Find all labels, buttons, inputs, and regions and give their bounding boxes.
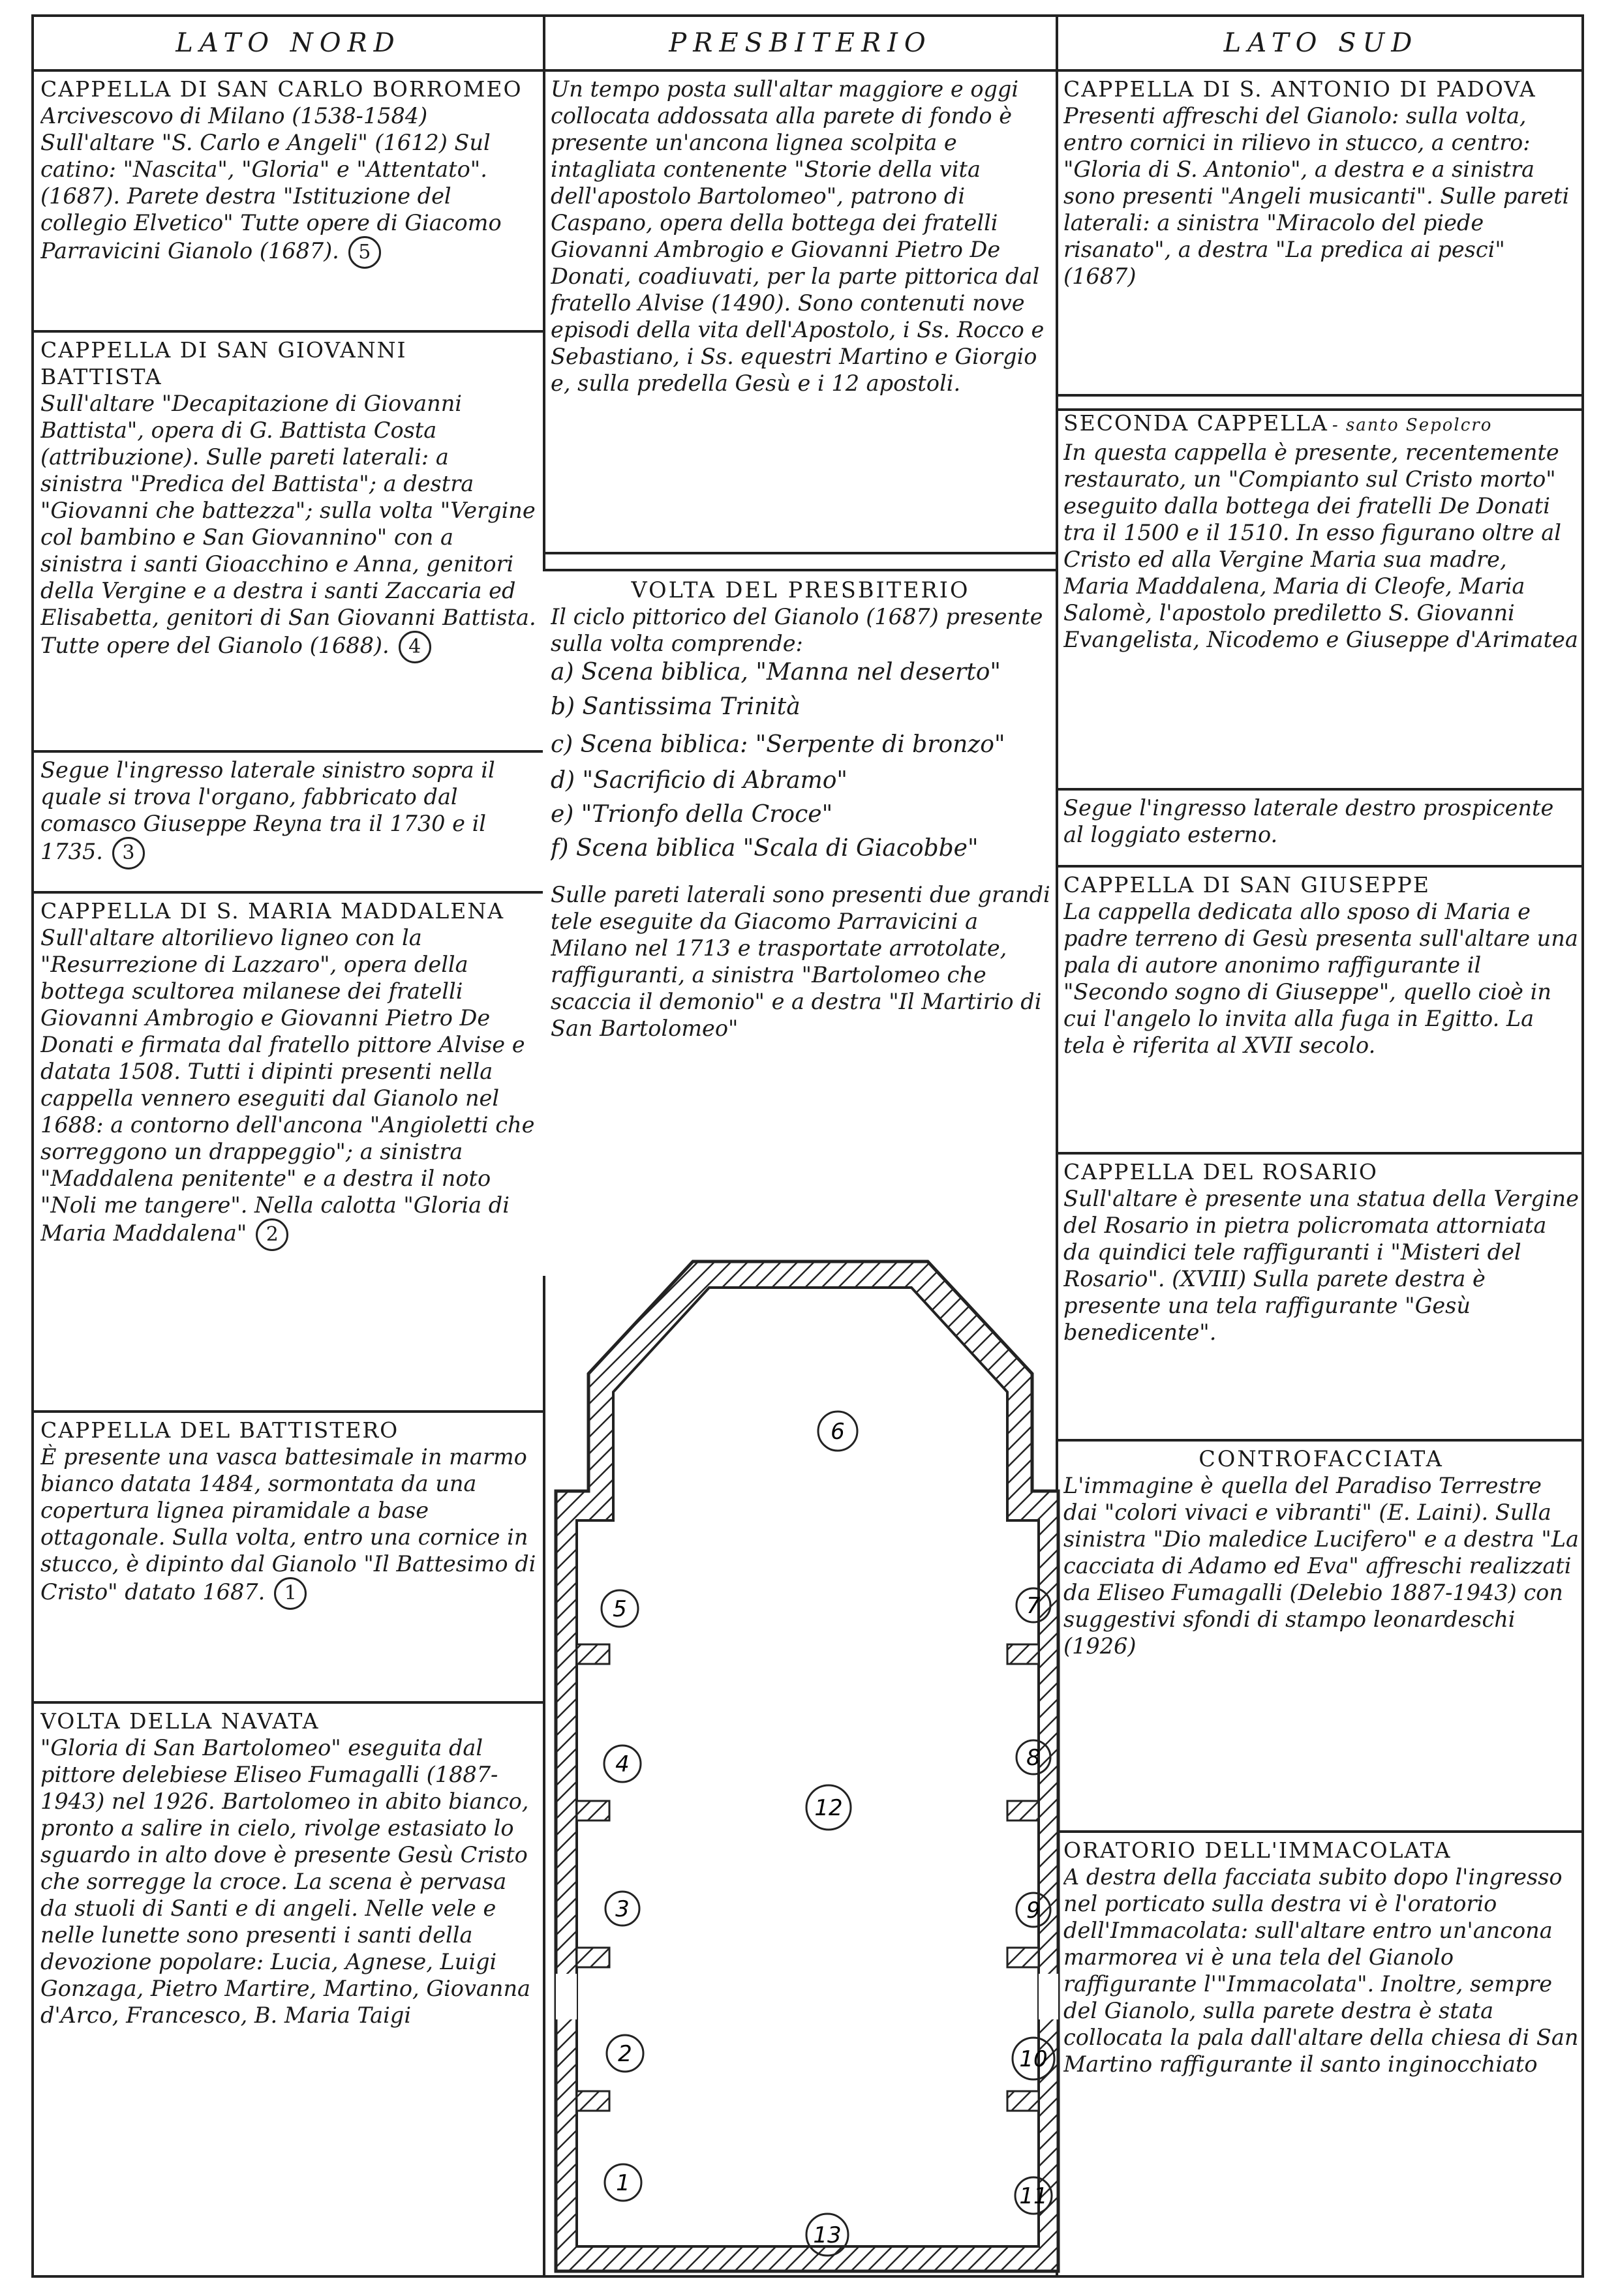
chapel-title: CAPPELLA DI SAN GIOVANNI BATTISTA	[40, 337, 407, 389]
divider	[1058, 1439, 1581, 1442]
divider	[1058, 394, 1581, 397]
chapel-sepolcro	[1063, 410, 1579, 781]
chapel-text: È presente una vasca battesimale in marmo bianco datata 1484, sormontata da una copertura lignea piramidale a base ottagonale. Sulla volta, entro una cornice in stucco, è dipinto dal Gianolo "Il Battesimo di Cristo" datato 1687.	[40, 1444, 536, 1605]
right-door-note	[1063, 794, 1579, 866]
divider	[1058, 1830, 1581, 1833]
svg-text:13: 13	[813, 2222, 842, 2248]
oratorio-text: A destra della facciata subito dopo l'ingresso nel porticato sulla destra vi è l'oratorio dell'Immacolata: sull'altare entro un'ancona marmorea vi è una tela del Gianolo raffigurante l'"Immacolata". Inoltre, sempre del Gianolo, sulla parete destra è stata collocata la pala dall'altare della chiesa di San Martino raffigurante il santo inginocchiato	[1063, 1864, 1579, 2077]
svg-text:2: 2	[618, 2041, 632, 2067]
chapel-title-text: SECONDA CAPPELLA	[1063, 410, 1328, 436]
chapel-san-giovanni	[40, 337, 536, 748]
presbytery-ancona	[551, 76, 1050, 545]
svg-text:8: 8	[1026, 1745, 1041, 1771]
vault-side-walls: Sulle pareti laterali sono presenti due grandi tele eseguite da Giacomo Parravicini a Milano nel 1713 e trasportate arrotolate, raffiguranti, a sinistra "Bartolomeo che scaccia il demonio" e a destra "Il Martirio di San Bartolomeo"	[551, 882, 1050, 1041]
divider	[1058, 1152, 1581, 1155]
vault-intro: Il ciclo pittorico del Gianolo (1687) presente sulla volta comprende:	[551, 604, 1043, 656]
chapel-text: Arcivescovo di Milano (1538-1584) Sull'altare "S. Carlo e Angeli" (1612) Sul catino: "Nascita", "Gloria" e "Attentato". (1687). Parete destra "Istituzione del collegio Elvetico" Tutte opere di Giacomo Parravicini Gianolo (1687).	[40, 103, 502, 264]
header-south: LATO SUD	[1223, 28, 1419, 58]
svg-text:6: 6	[831, 1419, 845, 1445]
chapel-title	[1063, 410, 1579, 439]
chapel-title: CAPPELLA DEL BATTISTERO	[40, 1417, 399, 1443]
divider	[1058, 788, 1581, 791]
divider	[545, 552, 1056, 554]
chapel-text: Sull'altare altorilievo ligneo con la "Resurrezione di Lazzaro", opera della bottega scultorea milanese dei fratelli Giovanni Ambrogio e Giovanni Pietro De Donati e firmata dal fratello pittore Alvise e datata 1508. Tutti i dipinti presenti nella cappella vennero eseguiti dal Gianolo nel 1688: a contorno dell'ancona "Angioletti che sorreggono un drappeggio"; a sinistra "Maddalena penitente" e a destra il noto "Noli me tangere". Nella calotta "Gloria di Maria Maddalena"	[40, 925, 535, 1246]
oratorio-title: ORATORIO DELL'IMMACOLATA	[1063, 1837, 1452, 1863]
controfacciata-text: L'immagine è quella del Paradiso Terrestre dai "colori vivaci e vibranti" (E. Laini). Sulla sinistra "Dio maledice Lucifero" e a destra "La cacciata di Adamo ed Eva" affreschi realizzati da Eliseo Fumagalli (Delebio 1887-1943) con suggestivi sfondi di stampo leonardeschi (1926)	[1063, 1473, 1579, 1659]
vault-item: f) Scena biblica "Scala di Giacobbe"	[551, 835, 979, 862]
chapel-text: Sull'altare è presente una statua della Vergine del Rosario in pietra policromata attorniata da quindici tele raffiguranti i "Misteri del Rosario". (XVIII) Sulla parete destra è presente una tela raffigurante "Gesù benedicente".	[1063, 1186, 1579, 1345]
plan-number-badge: 4	[399, 631, 431, 663]
organ-note	[40, 757, 536, 887]
divider	[34, 1701, 545, 1704]
header-presbytery: PRESBITERIO	[669, 28, 932, 58]
plan-marker-11	[1015, 2177, 1052, 2214]
presbytery-vault-title: VOLTA DEL PRESBITERIO	[631, 577, 970, 603]
church-floor-plan	[536, 1256, 1078, 2280]
vault-item: b) Santissima Trinità	[551, 693, 801, 720]
svg-text:3: 3	[615, 1896, 630, 1922]
svg-text:10: 10	[1019, 2046, 1048, 2072]
chapel-giuseppe	[1063, 871, 1579, 1145]
page-sheet	[31, 14, 1584, 2278]
svg-text:4: 4	[615, 1751, 630, 1777]
divider	[34, 330, 543, 333]
svg-text:12: 12	[814, 1795, 843, 1821]
chapel-text: In questa cappella è presente, recentemente restaurato, un "Compianto sul Cristo morto" eseguito dalla bottega dei fratelli De Donati tra il 1500 e il 1510. In esso figurano oltre al Cristo ed alla Vergine Maria sua madre, Maria Maddalena, Maria di Cleofe, Maria Salomè, l'apostolo prediletto S. Giovanni Evangelista, Nicodemo e Giuseppe d'Arimatea	[1063, 440, 1578, 652]
chapel-title: CAPPELLA DI S. MARIA MADDALENA	[40, 898, 505, 924]
chapel-text: Presenti affreschi del Gianolo: sulla volta, entro cornici in rilievo in stucco, a centro: "Gloria di S. Antonio", a destra e a sinistra sono presenti "Angeli musicanti". Sulle pareti laterali: a sinistra "Miracolo del piede risanato", a destra "La predica ai pesci" (1687)	[1063, 103, 1570, 289]
nave-vault	[40, 1708, 538, 2275]
vault-item: c) Scena biblica: "Serpente di bronzo"	[551, 731, 1005, 758]
svg-text:7: 7	[1026, 1593, 1041, 1619]
chapel-title: CAPPELLA DI S. ANTONIO DI PADOVA	[1063, 76, 1536, 102]
vault-item: e) "Trionfo della Croce"	[551, 801, 833, 828]
svg-text:11: 11	[1019, 2183, 1048, 2209]
controfacciata	[1063, 1445, 1579, 1824]
plan-number-badge: 2	[256, 1218, 288, 1251]
header-rule	[34, 69, 1581, 72]
vault-item: d) "Sacrificio di Abramo"	[551, 767, 847, 794]
svg-text:5: 5	[613, 1596, 627, 1622]
chapel-san-carlo	[40, 76, 536, 327]
plan-number-badge: 1	[274, 1577, 307, 1610]
controfacciata-title: CONTROFACCIATA	[1198, 1446, 1444, 1472]
chapel-rosario	[1063, 1158, 1579, 1439]
door-text: Segue l'ingresso laterale destro prospicente al loggiato esterno.	[1063, 795, 1554, 847]
chapel-maddalena	[40, 898, 536, 1393]
chapel-title: CAPPELLA DEL ROSARIO	[1063, 1159, 1378, 1185]
chapel-title: CAPPELLA DI SAN CARLO BORROMEO	[40, 76, 523, 102]
chapel-antonio	[1063, 76, 1579, 402]
column-divider-left	[543, 17, 545, 571]
ancona-text: Un tempo posta sull'altar maggiore e oggi collocata addossata alla parete di fondo è presente un'ancona lignea scolpita e intagliata contenente "Storie della vita dell'apostolo Bartolomeo", patrono di Caspano, opera della bottega dei fratelli Giovanni Ambrogio e Giovanni Pietro De Donati, coadiuvati, per la parte pittorica dal fratello Alvise (1490). Sono contenuti nove episodi della vita dell'Apostolo, i Ss. Rocco e Sebastiano, i Ss. equestri Martino e Giorgio e, sulla predella Gesù e i 12 apostoli.	[551, 76, 1045, 396]
vault-item: a) Scena biblica, "Manna nel deserto"	[551, 659, 1001, 686]
divider	[545, 569, 1056, 571]
chapel-battistero	[40, 1417, 546, 1697]
nave-text: "Gloria di San Bartolomeo" eseguita dal pittore delebiese Eliseo Fumagalli (1887-1943) nel 1926. Bartolomeo in abito bianco, pronto a salire in cielo, rivolge estasiato lo sguardo in alto dove è presente Gesù Cristo che sorregge la croce. La scena è pervasa da stuoli di Santi e di angeli. Nelle vele e nelle lunette sono presenti i santi della devozione popolare: Lucia, Agnese, Luigi Gonzaga, Pietro Martire, Martino, Giovanna d'Arco, Francesco, B. Maria Taigi	[40, 1735, 530, 2028]
divider	[34, 891, 543, 894]
svg-text:9: 9	[1026, 1897, 1041, 1924]
divider	[1058, 865, 1581, 868]
divider	[34, 1410, 545, 1413]
nave-title: VOLTA DELLA NAVATA	[40, 1708, 320, 1734]
oratorio-immacolata	[1063, 1837, 1579, 2274]
header-north: LATO NORD	[176, 28, 401, 58]
svg-text:1: 1	[616, 2170, 630, 2196]
presbytery-vault	[551, 577, 1050, 1203]
chapel-text: Sull'altare "Decapitazione di Giovanni Battista", opera di G. Battista Costa (attribuzione). Sulle pareti laterali: a sinistra "Predica del Battista"; a destra "Giovanni che battezza"; sulla volta "Vergine col bambino e San Giovannino" con a sinistra i santi Gioacchino e Anna, genitori della Vergine e a destra i santi Zaccaria ed Elisabetta, genitori di San Giovanni Battista. Tutte opere del Gianolo (1688).	[40, 391, 536, 658]
chapel-text: La cappella dedicata allo sposo di Maria e padre terreno di Gesù presenta sull'altare una pala di autore anonimo raffigurante il "Secondo sogno di Giuseppe", quello cioè in cui l'angelo lo invita alla fuga in Egitto. La tela è riferita al XVII secolo.	[1063, 899, 1578, 1058]
chapel-subtitle: - santo Sepolcro	[1332, 415, 1493, 435]
plan-number-badge: 5	[348, 236, 381, 269]
chapel-title: CAPPELLA DI SAN GIUSEPPE	[1063, 872, 1430, 898]
organ-text: Segue l'ingresso laterale sinistro sopra il quale si trova l'organo, fabbricato dal comasco Giuseppe Reyna tra il 1730 e il 1735.	[40, 757, 495, 864]
plan-number-badge: 3	[112, 837, 145, 869]
divider	[34, 750, 543, 753]
